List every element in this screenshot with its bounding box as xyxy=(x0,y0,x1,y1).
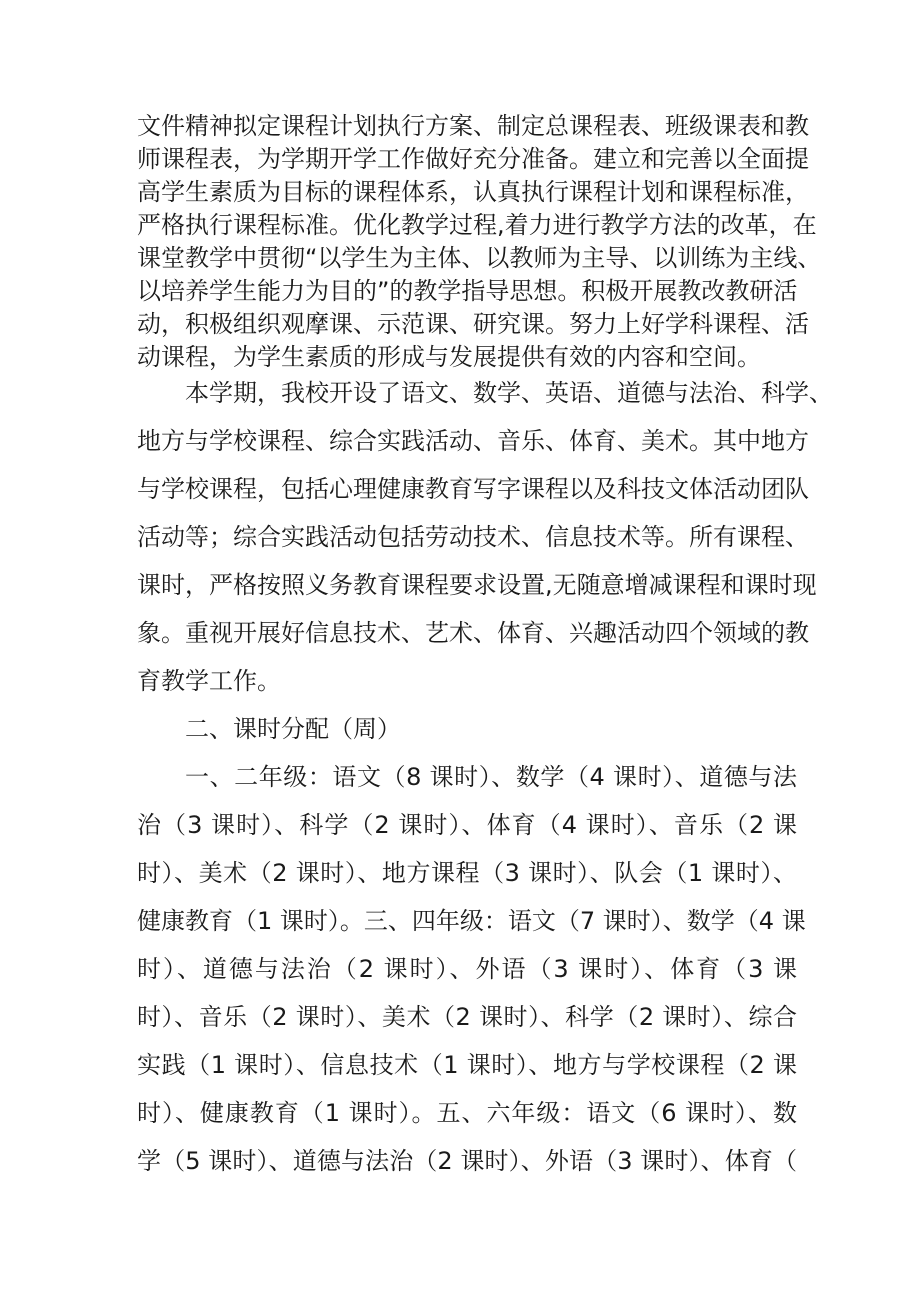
text-line: 时）、健康教育（1 课时）。五、六年级：语文（6 课时）、数 xyxy=(137,1099,797,1127)
section-heading: 二、课时分配（周） xyxy=(185,715,401,743)
text-line: 严格执行课程标准。优化教学过程,着力进行教学方法的改革，在 xyxy=(137,211,817,239)
text-line: 活动等；综合实践活动包括劳动技术、信息技术等。所有课程、 xyxy=(137,523,809,551)
text-line: 本学期，我校开设了语文、数学、英语、道德与法治、科学、 xyxy=(185,379,833,407)
text-line: 象。重视开展好信息技术、艺术、体育、兴趣活动四个领域的教 xyxy=(137,619,809,647)
text-line: 时）、音乐（2 课时）、美术（2 课时）、科学（2 课时）、综合 xyxy=(137,1003,797,1031)
text-line: 高学生素质为目标的课程体系，认真执行课程计划和课程标准， xyxy=(137,178,809,206)
text-line: 与学校课程，包括心理健康教育写字课程以及科技文体活动团队 xyxy=(137,475,809,503)
text-line: 时）、美术（2 课时）、地方课程（3 课时）、队会（1 课时）、 xyxy=(137,859,797,887)
text-line: 动课程，为学生素质的形成与发展提供有效的内容和空间。 xyxy=(137,343,761,371)
text-line: 课堂教学中贯彻“以学生为主体、以教师为主导、以训练为主线、 xyxy=(137,244,822,272)
text-line: 以培养学生能力为目的”的教学指导思想。积极开展教改教研活 xyxy=(137,277,798,305)
text-line: 一、二年级：语文（8 课时）、数学（4 课时）、道德与法 xyxy=(185,763,797,791)
text-line: 动，积极组织观摩课、示范课、研究课。努力上好学科课程、活 xyxy=(137,310,809,338)
text-line: 师课程表，为学期开学工作做好充分准备。建立和完善以全面提 xyxy=(137,145,809,173)
text-line: 健康教育（1 课时）。三、四年级：语文（7 课时）、数学（4 课 xyxy=(137,907,806,935)
text-line: 文件精神拟定课程计划执行方案、制定总课程表、班级课表和教 xyxy=(137,112,809,140)
text-line: 时）、道德与法治（2 课时）、外语（3 课时）、体育（3 课 xyxy=(137,955,797,983)
text-line: 实践（1 课时）、信息技术（1 课时）、地方与学校课程（2 课 xyxy=(137,1051,797,1079)
text-line: 治（3 课时）、科学（2 课时）、体育（4 课时）、音乐（2 课 xyxy=(137,811,797,839)
text-line: 学（5 课时）、道德与法治（2 课时）、外语（3 课时）、体育（ xyxy=(137,1147,797,1175)
text-line: 育教学工作。 xyxy=(137,667,281,695)
text-line: 地方与学校课程、综合实践活动、音乐、体育、美术。其中地方 xyxy=(137,427,809,455)
text-line: 课时，严格按照义务教育课程要求设置,无随意增减课程和课时现 xyxy=(137,571,817,599)
